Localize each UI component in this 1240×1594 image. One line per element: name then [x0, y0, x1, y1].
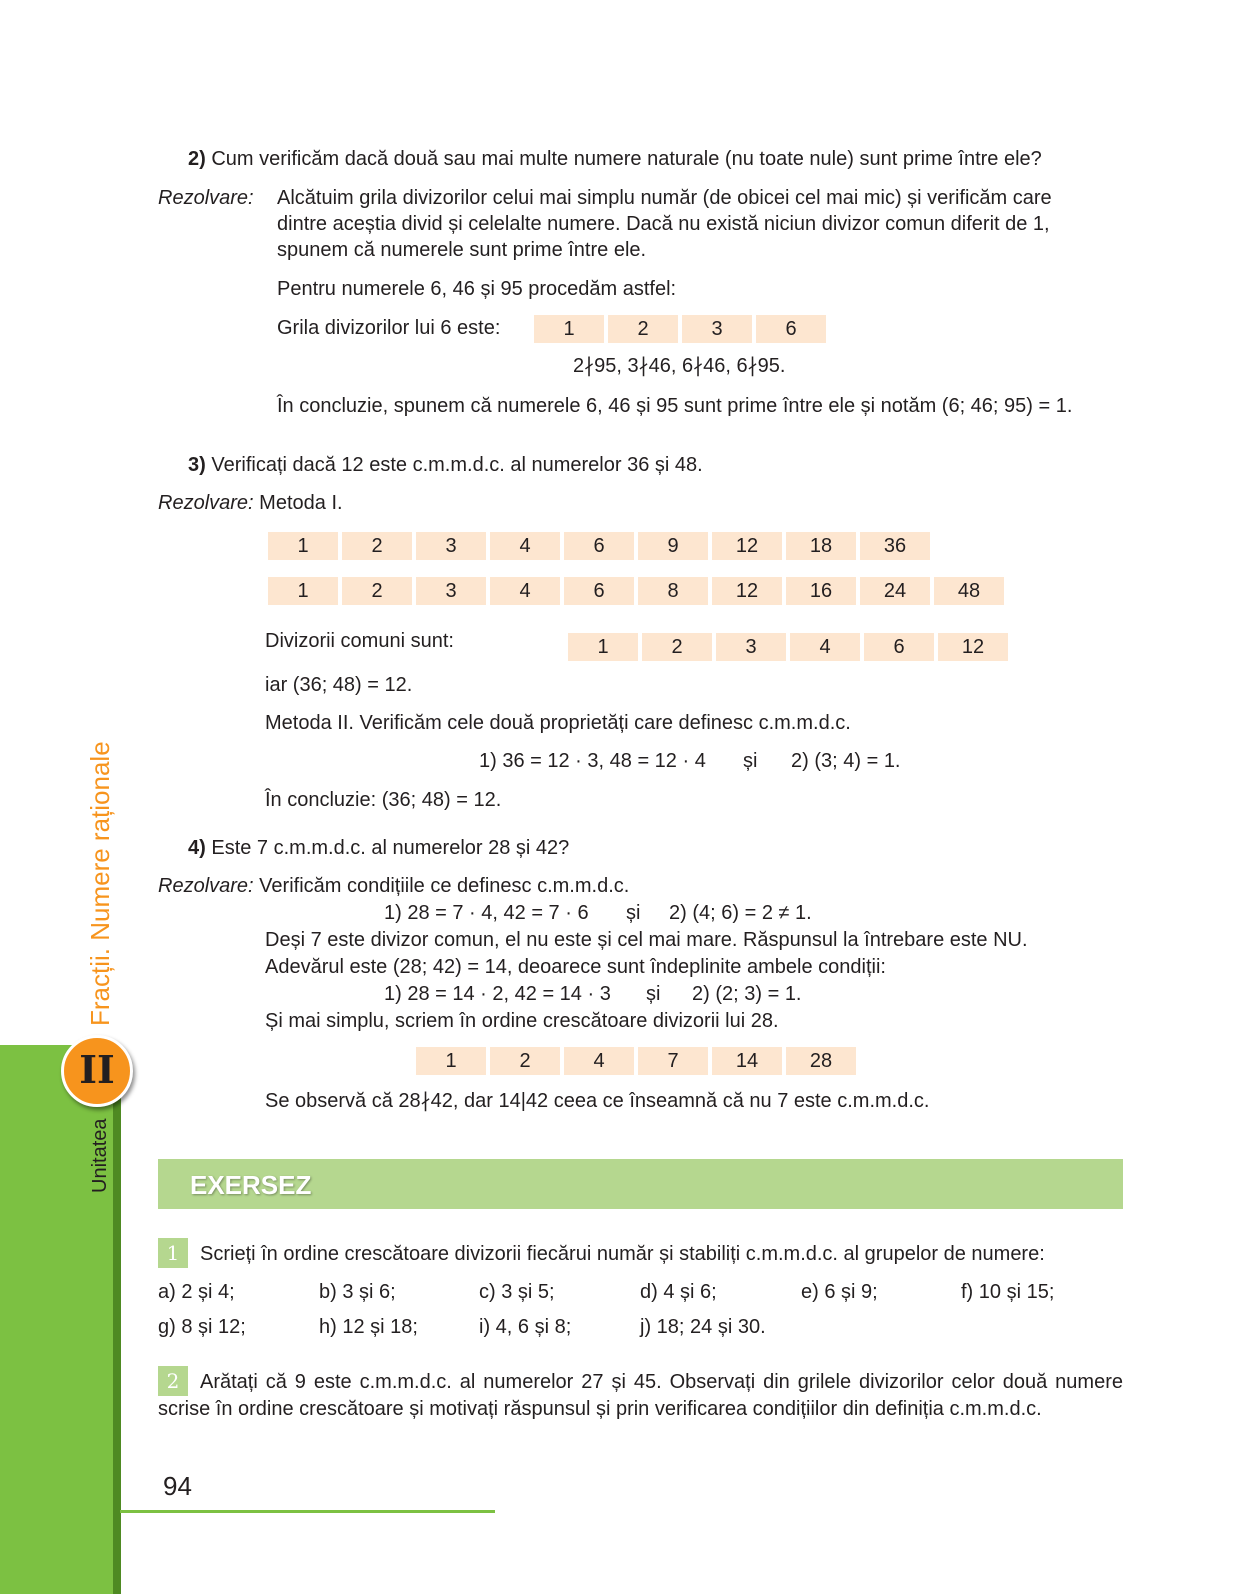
grid-cell: 6	[564, 532, 634, 560]
exercise-1-badge: 1	[158, 1238, 188, 1268]
ex2-question-text: Cum verificăm dacă două sau mai multe numere naturale (nu toate nule) sunt prime între ele?	[211, 148, 1042, 170]
grid-cell: 4	[490, 532, 560, 560]
ex4-number: 4)	[188, 837, 206, 859]
unit-label: Unitatea	[89, 1118, 111, 1193]
grid-cell: 1	[416, 1047, 486, 1075]
ex4-cond2-b: 2) (2; 3) = 1.	[692, 983, 802, 1005]
unit-number-badge: II	[61, 1035, 133, 1107]
ex2-divisor-grid	[534, 315, 826, 343]
grid-cell: 1	[268, 532, 338, 560]
ex3-conclusion: În concluzie: (36; 48) = 12.	[265, 789, 502, 811]
page-footer-line	[120, 1510, 495, 1513]
exercise-1-item-f: f) 10 și 15;	[961, 1281, 1055, 1303]
grid-cell: 3	[416, 577, 486, 605]
ex3-common-grid	[568, 633, 1008, 661]
ex4-cond1-a: 1) 28 = 7 · 4, 42 = 7 · 6	[384, 902, 589, 924]
exercise-1-item-g: g) 8 și 12;	[158, 1316, 246, 1338]
grid-cell: 12	[712, 532, 782, 560]
grid-cell: 36	[860, 532, 930, 560]
ex3-method1: Metoda I.	[259, 492, 343, 514]
ex4-rezolvare	[158, 873, 629, 899]
exercise-1-item-c: c) 3 și 5;	[479, 1281, 555, 1303]
ex2-conclusion: În concluzie, spunem că numerele 6, 46 și 95 sunt prime între ele și notăm (6; 46; 95) = 1.	[277, 395, 1073, 417]
grid-cell: 2	[642, 633, 712, 661]
ex4-line4: Și mai simplu, scriem în ordine crescătoare divizorii lui 28.	[265, 1010, 779, 1032]
exercise-1-item-a: a) 2 și 4;	[158, 1281, 235, 1303]
ex2-line2: dintre aceștia divid și celelalte numere. Dacă nu există niciun divizor comun diferit de 1,	[277, 213, 1050, 235]
exercise-1-item-j: j) 18; 24 și 30.	[640, 1316, 766, 1338]
ex2-relations: 2∤95, 3∤46, 6∤46, 6∤95.	[573, 355, 786, 377]
grid-cell: 12	[938, 633, 1008, 661]
grid-cell: 2	[342, 532, 412, 560]
ex2-rezolvare-label: Rezolvare:	[158, 187, 254, 209]
grid-cell: 4	[564, 1047, 634, 1075]
grid-cell: 1	[534, 315, 604, 343]
grid-cell: 3	[682, 315, 752, 343]
exercise-2-text: Arătați că 9 este c.m.m.d.c. al numerelor 27 și 45. Observați din grilele divizorilor celor două numere scrise în ordine crescătoare și motivați răspunsul și prin verificarea condițiilor din definiția c.m.m.d.c.	[158, 1371, 1123, 1420]
ex4-question-text: Este 7 c.m.m.d.c. al numerelor 28 și 42?	[211, 837, 570, 859]
ex3-rezolvare-label: Rezolvare:	[158, 492, 254, 514]
grid-cell: 18	[786, 532, 856, 560]
grid-cell: 3	[416, 532, 486, 560]
grid-cell: 3	[716, 633, 786, 661]
grid-cell: 1	[568, 633, 638, 661]
grid-cell: 6	[864, 633, 934, 661]
ex3-grid-36	[268, 532, 930, 560]
ex3-question	[188, 452, 703, 478]
ex4-line2: Deși 7 este divizor comun, el nu este și cel mai mare. Răspunsul la întrebare este NU.	[265, 929, 1028, 951]
ex3-cond-si: și	[743, 750, 758, 772]
ex3-question-text: Verificați dacă 12 este c.m.m.d.c. al numerelor 36 și 48.	[211, 454, 703, 476]
grid-cell: 2	[490, 1047, 560, 1075]
exercise-1-item-b: b) 3 și 6;	[319, 1281, 396, 1303]
ex3-grid-48	[268, 577, 1004, 605]
ex2-question	[188, 146, 1042, 172]
grid-cell: 9	[638, 532, 708, 560]
grid-cell: 4	[490, 577, 560, 605]
ex4-cond1-b: 2) (4; 6) = 2 ≠ 1.	[669, 902, 812, 924]
ex4-grid-28	[416, 1047, 856, 1075]
grid-cell: 7	[638, 1047, 708, 1075]
ex4-cond2-a: 1) 28 = 14 · 2, 42 = 14 · 3	[384, 983, 611, 1005]
ex4-cond2-si: și	[646, 983, 661, 1005]
exercise-1-item-h: h) 12 și 18;	[319, 1316, 418, 1338]
ex2-number: 2)	[188, 148, 206, 170]
ex3-cond-a: 1) 36 = 12 · 3, 48 = 12 · 4	[479, 750, 706, 772]
grid-cell: 8	[638, 577, 708, 605]
unit-title: Fracții. Numere raționale	[85, 741, 115, 1026]
grid-cell: 28	[786, 1047, 856, 1075]
ex2-line1: Alcătuim grila divizorilor celui mai simplu număr (de obicei cel mai mic) și verificăm care	[277, 187, 1052, 209]
ex2-line4: Pentru numerele 6, 46 și 95 procedăm astfel:	[277, 278, 677, 300]
grid-cell: 24	[860, 577, 930, 605]
grid-cell: 16	[786, 577, 856, 605]
ex4-line3: Adevărul este (28; 42) = 14, deoarece sunt îndeplinite ambele condiții:	[265, 956, 886, 978]
grid-cell: 14	[712, 1047, 782, 1075]
ex4-question	[188, 835, 569, 861]
ex3-method2: Metoda II. Verificăm cele două proprietăți care definesc c.m.m.d.c.	[265, 712, 851, 734]
ex3-rezolvare	[158, 490, 343, 516]
grid-cell: 2	[342, 577, 412, 605]
grid-cell: 6	[564, 577, 634, 605]
exercise-1-text: Scrieți în ordine crescătoare divizorii fiecărui număr și stabiliți c.m.m.d.c. al grupelor de numere:	[200, 1243, 1045, 1265]
grid-cell: 12	[712, 577, 782, 605]
exersez-title: EXERSEZ	[190, 1170, 312, 1200]
exercise-2-badge: 2	[158, 1366, 188, 1396]
exersez-banner	[158, 1159, 1123, 1209]
ex4-final: Se observă că 28∤42, dar 14|42 ceea ce înseamnă că nu 7 este c.m.m.d.c.	[265, 1090, 930, 1112]
grid-cell: 4	[790, 633, 860, 661]
ex3-common-label: Divizorii comuni sunt:	[265, 630, 454, 652]
ex4-rezolvare-label: Rezolvare:	[158, 875, 254, 897]
ex3-result1: iar (36; 48) = 12.	[265, 674, 413, 696]
ex2-line3: spunem că numerele sunt prime între ele.	[277, 239, 647, 261]
ex3-cond-b: 2) (3; 4) = 1.	[791, 750, 901, 772]
ex2-grid-label: Grila divizorilor lui 6 este:	[277, 317, 501, 339]
grid-cell: 6	[756, 315, 826, 343]
ex4-line1: Verificăm condițiile ce definesc c.m.m.d.c.	[259, 875, 630, 897]
grid-cell: 2	[608, 315, 678, 343]
grid-cell: 1	[268, 577, 338, 605]
exercise-1-item-d: d) 4 și 6;	[640, 1281, 717, 1303]
ex4-cond1-si: și	[626, 902, 641, 924]
page-number: 94	[163, 1471, 192, 1501]
exercise-1-item-e: e) 6 și 9;	[801, 1281, 878, 1303]
exercise-1-item-i: i) 4, 6 și 8;	[479, 1316, 572, 1338]
ex3-number: 3)	[188, 454, 206, 476]
grid-cell: 48	[934, 577, 1004, 605]
